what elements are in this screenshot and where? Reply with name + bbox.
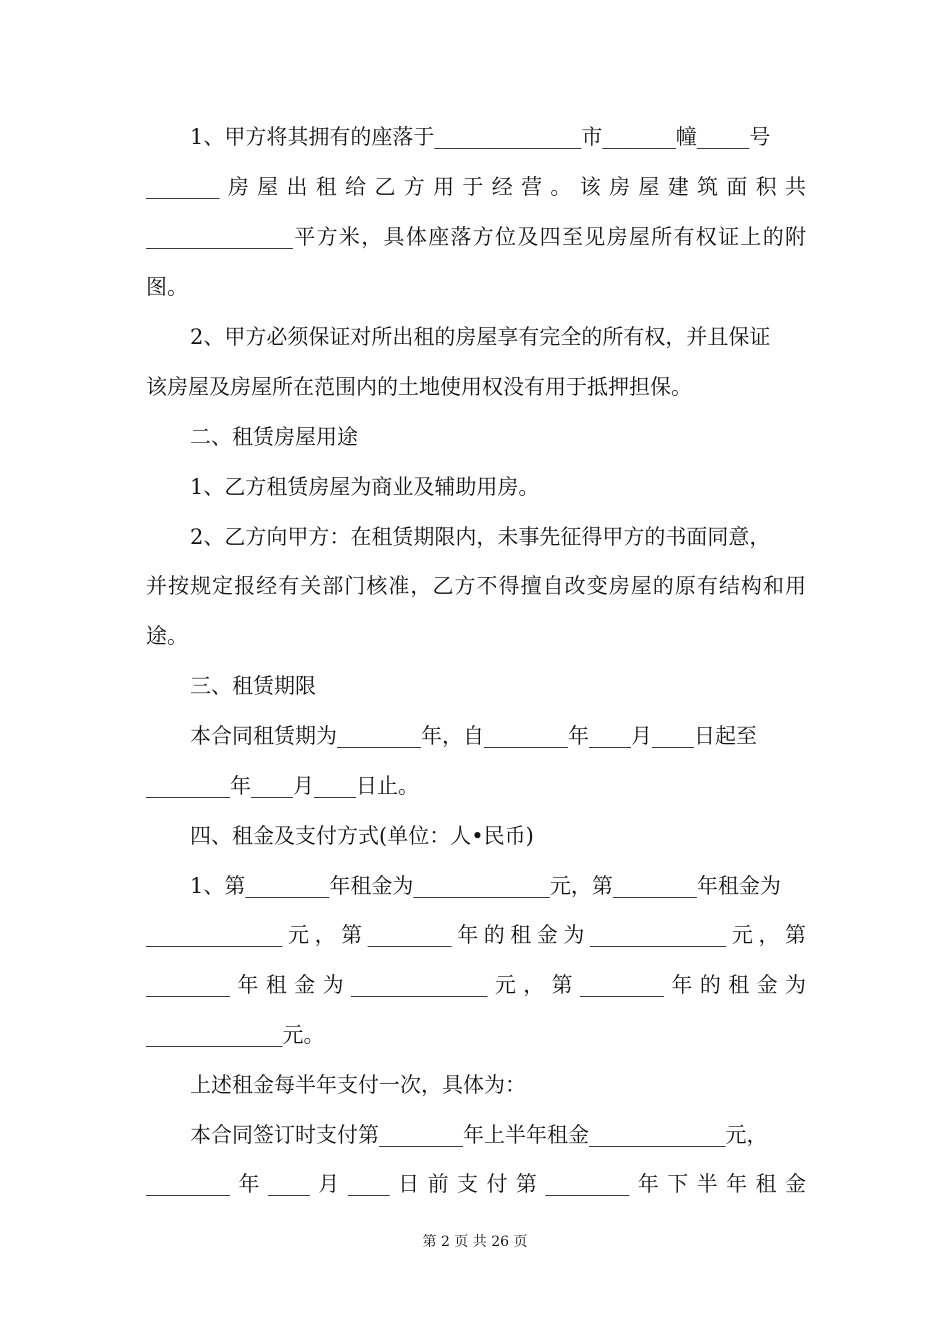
text-line: 并按规定报经有关部门核准，乙方不得擅自改变房屋的原有结构和用	[146, 574, 806, 598]
text-line: ______________平方米，具体座落方位及四至见房屋所有权证上的附	[146, 225, 806, 249]
text-line: 2、甲方必须保证对所出租的房屋享有完全的所有权，并且保证	[190, 325, 771, 349]
text-line: _______房屋出租给乙方用于经营。该房屋建筑面积共	[146, 175, 806, 199]
text-line: 1、第________年租金为_____________元，第________年租金为	[190, 874, 781, 898]
text-line: 1、乙方租赁房屋为商业及辅助用房。	[190, 475, 540, 499]
text-line: 1、甲方将其拥有的座落于______________市_______幢_____号	[190, 125, 771, 149]
section-heading: 四、租金及支付方式(单位：人•民币)	[190, 824, 534, 848]
text-line: 2、乙方向甲方：在租赁期限内，未事先征得甲方的书面同意，	[190, 525, 771, 549]
text-line: _____________元，第________年的租金为_____________元，第	[146, 923, 806, 947]
text-line: 图。	[146, 275, 188, 299]
section-heading: 二、租赁房屋用途	[190, 425, 358, 449]
text-line: ________年租金为_____________元，第________年的租金为	[146, 973, 806, 997]
section-heading: 三、租赁期限	[190, 674, 316, 698]
text-line: 本合同租赁期为________年，自________年____月____日起至	[190, 724, 757, 748]
text-line: 本合同签订时支付第________年上半年租金_____________元，	[190, 1123, 768, 1147]
text-line: ________年____月____日止。	[146, 774, 419, 798]
text-line: 上述租金每半年支付一次，具体为：	[190, 1073, 526, 1097]
text-line: 途。	[146, 624, 188, 648]
text-line: 该房屋及房屋所在范围内的土地使用权没有用于抵押担保。	[146, 375, 692, 399]
page-number-footer: 第 2 页 共 26 页	[422, 1234, 528, 1250]
text-line: _____________元。	[146, 1023, 325, 1047]
text-line: ________年____月____日前支付第________年下半年租金	[146, 1172, 806, 1196]
